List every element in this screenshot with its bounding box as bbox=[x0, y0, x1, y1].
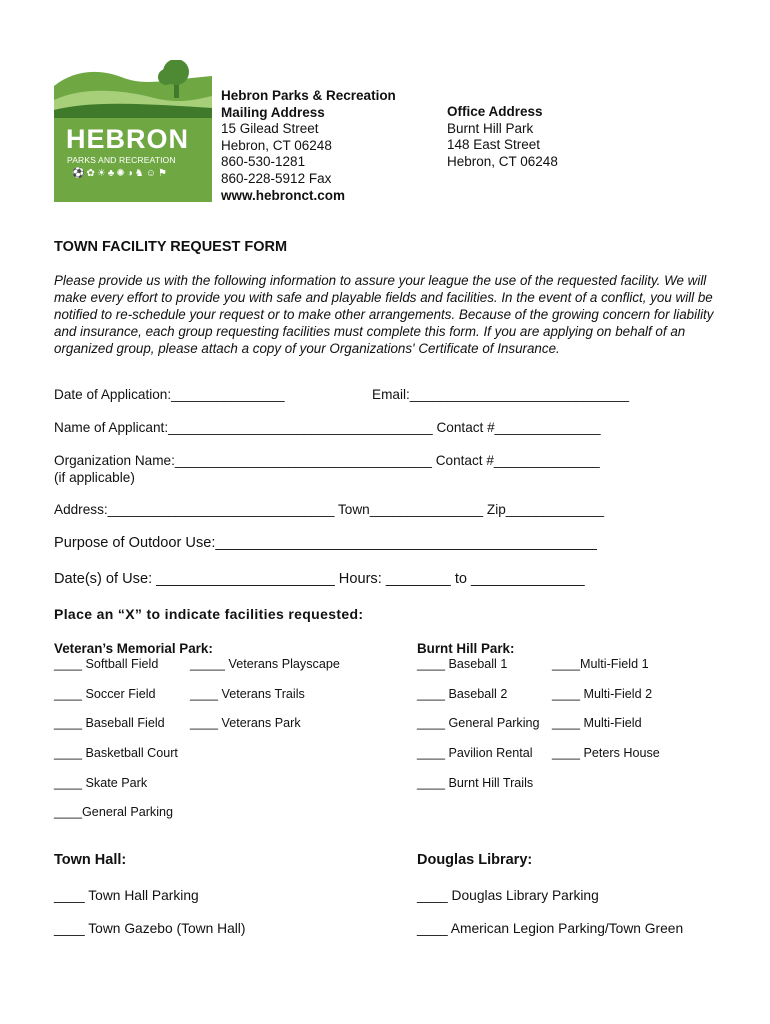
facility-option[interactable]: ____ Burnt Hill Trails bbox=[417, 776, 534, 790]
intro-paragraph: Please provide us with the following information to assure your league the use of the requested facility. We will make every effort to provide you with safe and playable fields and facilities. In the event of a conflict, you will be notified to re-schedule your request or to make other arrangements. Because of the growing concern for liability and insurance, each group requesting facilities must complete this form. If you are applying on behalf of an organized group, please attach a copy of your Organizations' Certificate of Insurance. bbox=[54, 273, 714, 356]
facility-option[interactable]: ____ General Parking bbox=[417, 716, 540, 730]
facility-option[interactable]: ____Multi-Field 1 bbox=[552, 657, 649, 671]
dates-hours-field[interactable]: Date(s) of Use: ______________________ Hours: ________ to ______________ bbox=[54, 571, 585, 587]
facility-option[interactable]: ____ Softball Field bbox=[54, 657, 159, 671]
facility-option[interactable]: ____ Baseball 1 bbox=[417, 657, 508, 671]
facility-option[interactable]: ____ Douglas Library Parking bbox=[417, 888, 599, 903]
mailing-address-block bbox=[221, 88, 396, 204]
facility-option[interactable]: _____ Veterans Playscape bbox=[190, 657, 340, 671]
facility-option[interactable]: ____ Peters House bbox=[552, 746, 660, 760]
mailing-address-label: Mailing Address bbox=[221, 104, 325, 120]
douglas-library-title: Douglas Library: bbox=[417, 852, 533, 868]
office-line: Burnt Hill Park bbox=[447, 120, 534, 136]
mailing-line: 860-530-1281 bbox=[221, 154, 306, 170]
website-link[interactable]: www.hebronct.com bbox=[221, 187, 346, 203]
facility-option[interactable]: ____ Town Hall Parking bbox=[54, 888, 199, 903]
facility-option[interactable]: ____ Veterans Park bbox=[190, 716, 301, 730]
logo-subtitle: PARKS AND RECREATION bbox=[67, 155, 176, 165]
hebron-logo bbox=[54, 60, 212, 202]
mailing-line: Hebron, CT 06248 bbox=[221, 137, 332, 153]
facility-option[interactable]: ____ Multi-Field 2 bbox=[552, 687, 653, 701]
facility-option[interactable]: ____ Baseball 2 bbox=[417, 687, 508, 701]
office-address-label: Office Address bbox=[447, 104, 543, 119]
office-address-block bbox=[447, 104, 558, 170]
facility-option[interactable]: ____ Town Gazebo (Town Hall) bbox=[54, 921, 246, 936]
organization-name-field[interactable]: Organization Name:__________________________________ Contact #______________ bbox=[54, 453, 600, 468]
facilities-heading: Place an “X” to indicate facilities requested: bbox=[54, 606, 364, 622]
office-line: 148 East Street bbox=[447, 137, 541, 153]
facility-option[interactable]: ____ Baseball Field bbox=[54, 716, 165, 730]
facility-option[interactable]: ____ Multi-Field bbox=[552, 716, 642, 730]
date-of-application-field[interactable]: Date of Application:_______________ bbox=[54, 387, 285, 402]
mailing-line: 15 Gilead Street bbox=[221, 121, 319, 137]
facility-option[interactable]: ____ Skate Park bbox=[54, 776, 148, 790]
org-name: Hebron Parks & Recreation bbox=[221, 88, 396, 103]
facility-option[interactable]: ____ American Legion Parking/Town Green bbox=[417, 921, 684, 936]
logo-activity-icons: ⚽✿☀♣✺◑♞☺⚑ bbox=[72, 168, 169, 179]
mailing-line: 860-228-5912 Fax bbox=[221, 170, 332, 186]
facility-option[interactable]: ____ Pavilion Rental bbox=[417, 746, 533, 760]
purpose-field[interactable]: Purpose of Outdoor Use:_______________________________________________ bbox=[54, 535, 597, 551]
email-field[interactable]: Email:_____________________________ bbox=[372, 387, 630, 402]
facility-option[interactable]: ____ Veterans Trails bbox=[190, 687, 305, 701]
facility-option[interactable]: ____General Parking bbox=[54, 805, 174, 819]
name-of-applicant-field[interactable]: Name of Applicant:___________________________________ Contact #______________ bbox=[54, 420, 601, 435]
form-title: TOWN FACILITY REQUEST FORM bbox=[54, 239, 288, 255]
address-field[interactable]: Address:______________________________ Town_______________ Zip_____________ bbox=[54, 502, 605, 517]
facility-option[interactable]: ____ Basketball Court bbox=[54, 746, 178, 760]
town-hall-title: Town Hall: bbox=[54, 852, 127, 868]
veterans-park-title: Veteran’s Memorial Park: bbox=[54, 641, 213, 656]
office-line: Hebron, CT 06248 bbox=[447, 153, 558, 169]
if-applicable-note: (if applicable) bbox=[54, 470, 135, 485]
burnt-hill-park-title: Burnt Hill Park: bbox=[417, 641, 515, 656]
facility-option[interactable]: ____ Soccer Field bbox=[54, 687, 156, 701]
logo-name: HEBRON bbox=[66, 124, 190, 154]
